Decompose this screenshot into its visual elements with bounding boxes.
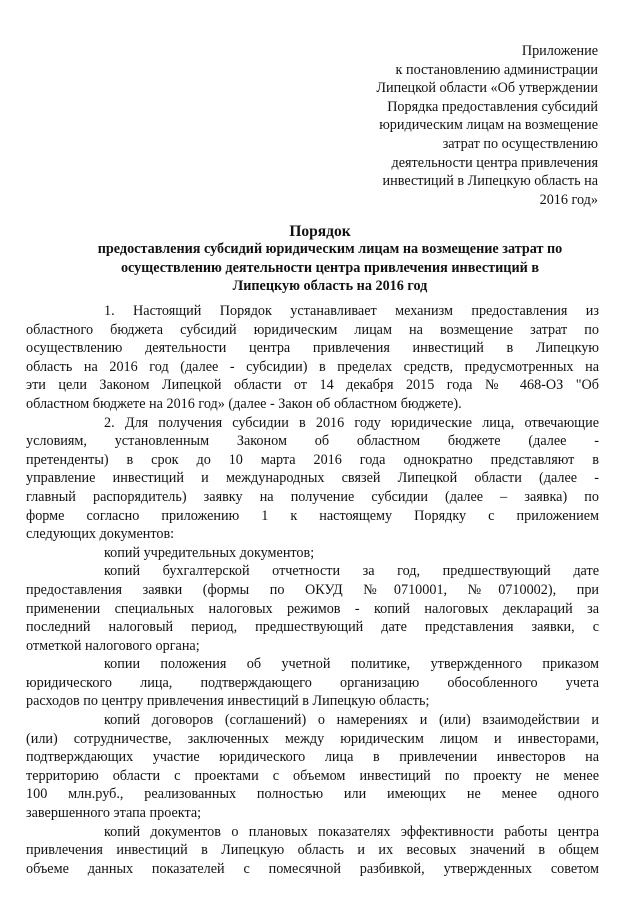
body-line: последний налоговый период, предшествующий дате представления заявки, с [26, 619, 599, 636]
body-line: областного бюджета субсидий юридическим лицам на возмещение затрат по [26, 321, 599, 338]
body-line: территорию области с проектами с объемом инвестиций по проекту не менее [26, 767, 599, 784]
body-line: применении специальных налоговых режимов - копий налоговых деклараций за [26, 600, 599, 617]
body-line: (или) сотрудничестве, заключенных между юридическим лицом и инвесторами, [26, 730, 599, 747]
body-line: форме согласно приложению 1 к настоящему Порядку с приложением [26, 507, 599, 524]
annex-line: Липецкой области «Об утверждении [376, 80, 598, 97]
list-item-line: копий договоров (соглашений) о намерениях и (или) взаимодействии и [104, 712, 599, 729]
subtitle-line: предоставления субсидий юридическим лицам на возмещение затрат по [97, 241, 563, 257]
list-item-line: копий бухгалтерской отчетности за год, предшествующий дате [104, 563, 599, 580]
body-line: управление инвестиций и международных связей Липецкой области (далее - [26, 470, 599, 487]
body-line: подтверждающих участие юридического лица в привлечении инвесторов на [26, 749, 599, 766]
body-line: претенденты) в срок до 10 марта 2016 года однократно представляют в [26, 451, 599, 468]
annex-line: деятельности центра привлечения [391, 154, 598, 171]
annex-header [298, 42, 598, 209]
body-line: расходов по центру привлечения инвестиций в Липецкую область; [26, 693, 430, 710]
body-line: привлечения инвестиций в Липецкую область и их весовых значений в общем [26, 842, 599, 859]
paragraph-1-line: 1. Настоящий Порядок устанавливает механизм предоставления из [104, 303, 599, 319]
body-line: завершенного этапа проекта; [26, 805, 202, 822]
subtitle-line: Липецкую область на 2016 год [232, 278, 428, 295]
annex-line: затрат по осуществлению [442, 135, 598, 152]
document-subtitle [60, 240, 600, 296]
body-line: область на 2016 год (далее - субсидии) в пределах средств, предусмотренных на [26, 358, 599, 375]
body-line: следующих документов: [26, 526, 175, 543]
body-line: предоставления заявки (формы по ОКУД №0710001, №0710002), при [26, 581, 599, 598]
body-line: осуществлению деятельности центра привлечения инвестиций в Липецкую [26, 340, 599, 357]
body-line: юридического лица, подтверждающего организацию обособленного учета [26, 674, 599, 691]
annex-line: юридическим лицам на возмещение [379, 117, 598, 134]
annex-line: к постановлению администрации [395, 61, 598, 78]
body-line: областном бюджете на 2016 год» (далее - Закон об областном бюджете). [26, 395, 462, 412]
subtitle-line: осуществлению деятельности центра привлечения инвестиций в [120, 259, 540, 276]
list-item-line: копии положения об учетной политике, утвержденного приказом [104, 656, 599, 673]
annex-line: инвестиций в Липецкую область на [382, 173, 598, 190]
annex-line: 2016 год» [539, 191, 598, 208]
document-body [26, 302, 599, 878]
body-line: объеме данных показателей с помесячной разбивкой, утвержденных советом [26, 860, 599, 877]
body-line: условиям, установленным Законом об областном бюджете (далее - [26, 433, 599, 450]
body-line: эти цели Законом Липецкой области от 14 декабря 2015 года № 468-ОЗ "Об [26, 377, 599, 394]
annex-line: Порядка предоставления субсидий [387, 98, 598, 115]
paragraph-2-line: 2. Для получения субсидии в 2016 году юридические лица, отвечающие [104, 414, 599, 431]
document-title: Порядок [289, 223, 351, 240]
body-line: отметкой налогового органа; [26, 637, 200, 654]
body-line: главный распорядитель) заявку на получение субсидии (далее – заявка) по [26, 488, 599, 505]
annex-line: Приложение [521, 43, 598, 59]
list-item-line: копий учредительных документов; [104, 544, 315, 561]
body-line: 100 млн.руб., реализованных полностью или имеющих не менее одного [26, 786, 599, 803]
list-item-line: копий документов о плановых показателях эффективности работы центра [104, 823, 599, 840]
